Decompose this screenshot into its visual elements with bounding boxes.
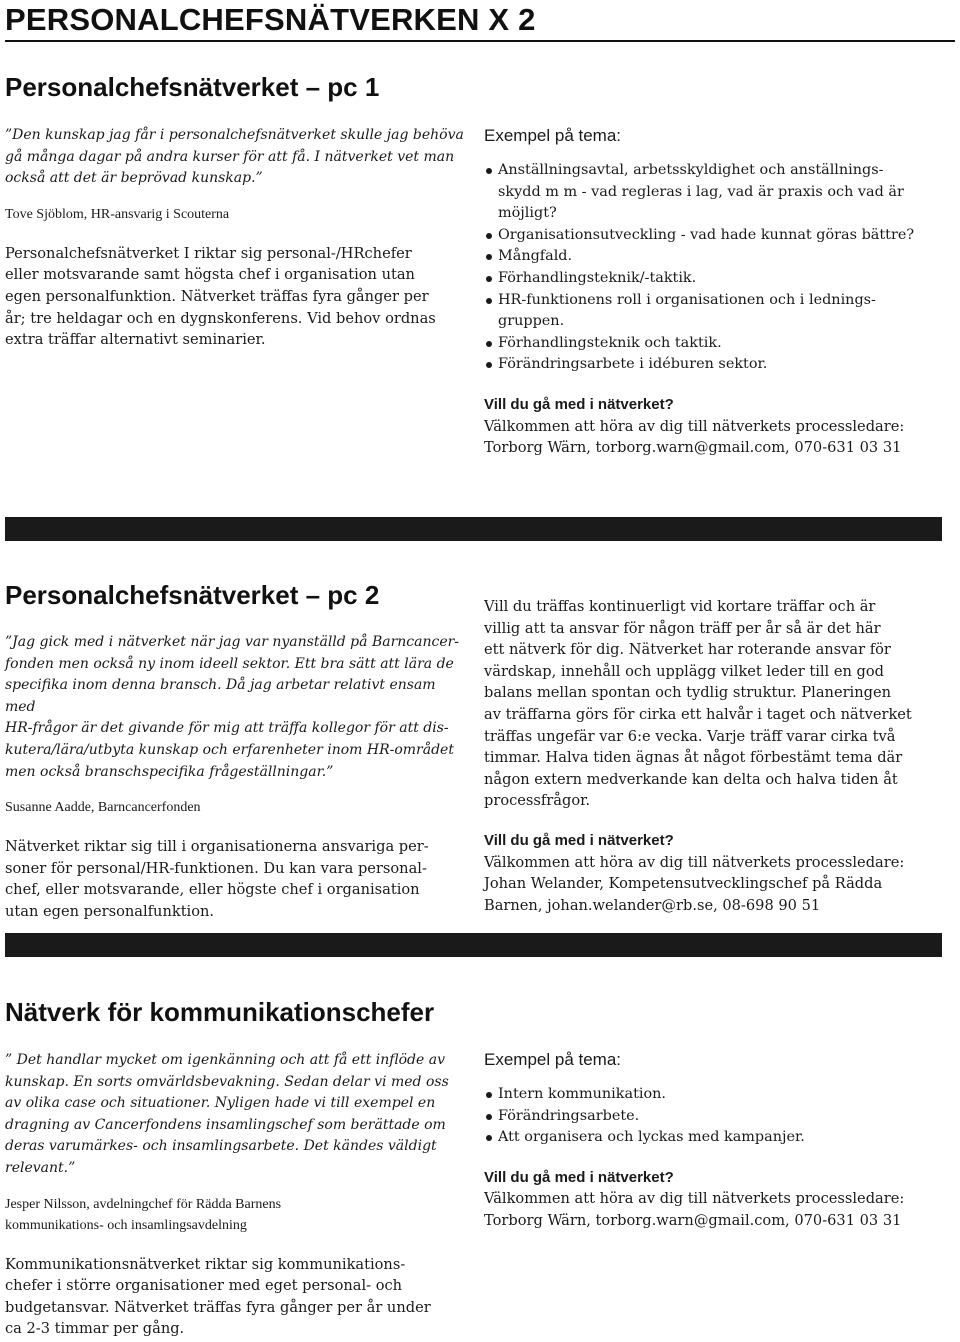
section-divider — [5, 933, 942, 957]
list-item: Anställningsavtal, arbetsskyldighet och anställnings- skydd m m - vad regleras i lag, vad är praxis och vad är möjligt? — [484, 160, 954, 225]
kom-join-contact: Välkommen att höra av dig till nätverkets processledare: Torborg Wärn, torborg.warn@gmail.com, 070-631 03 31 — [484, 1190, 905, 1229]
list-item: Förändringsarbete i idéburen sektor. — [484, 354, 954, 376]
pc2-left-column — [5, 632, 465, 923]
page-title: PERSONALCHEFSNÄTVERKEN X 2 — [5, 2, 955, 42]
pc1-join-question: Vill du gå med i nätverket? — [484, 395, 674, 413]
pc2-description: Nätverket riktar sig till i organisationerna ansvariga per- soner för personal/HR-funktionen. Du kan vara personal- chef, eller motsvarande, eller högste chef i organisation utan egen personalfunktion. — [5, 838, 429, 920]
pc1-right-column — [484, 126, 954, 459]
bullet-icon — [486, 1135, 492, 1141]
list-item: Intern kommunikation. — [484, 1084, 954, 1106]
section-divider — [5, 517, 942, 541]
list-item: Mångfald. — [484, 246, 954, 268]
bullet-icon — [486, 233, 492, 239]
pc2-right-column — [484, 596, 954, 916]
kom-attribution: Jesper Nilsson, avdelningchef för Rädda Barnens kommunikations- och insamlingsavdelning — [5, 1196, 282, 1233]
pc1-description: Personalchefsnätverket I riktar sig personal-/HRchefer eller motsvarande samt högsta chef i organisation utan egen personalfunktion. Nätverket träffas fyra gånger per år; tre heldagar och en dygnskonferens. Vid behov ordnas extra träffar alternativt seminarier. — [5, 244, 436, 349]
pc2-join-contact: Välkommen att höra av dig till nätverkets processledare: Johan Welander, Kompetensutvecklingschef på Rädda Barnen, johan.welander@rb.se, 08-698 90 51 — [484, 853, 905, 914]
section-title-kommunikation: Nätverk för kommunikationschefer — [5, 997, 435, 1027]
pc1-join-contact: Välkommen att höra av dig till nätverkets processledare: Torborg Wärn, torborg.warn@gmail.com, 070-631 03 31 — [484, 417, 905, 457]
kom-examples-heading: Exempel på tema: — [484, 1050, 622, 1069]
bullet-icon — [486, 1092, 492, 1098]
bullet-icon — [486, 362, 492, 368]
pc1-quote: ”Den kunskap jag får i personalchefsnätverket skulle jag behöva gå många dagar på andra kurser för att få. I nätverket vet man också att det är beprövad kunskap.” — [5, 127, 464, 187]
pc1-attribution: Tove Sjöblom, HR-ansvarig i Scouterna — [5, 206, 230, 222]
pc1-left-column — [5, 125, 465, 351]
kom-left-column — [5, 1050, 465, 1340]
kom-description: Kommunikationsnätverket riktar sig kommunikations- chefer i större organisationer med eget personal- och budgetansvar. Nätverket träffas fyra gånger per år under ca 2-3 timmar per gång. — [5, 1255, 431, 1338]
kom-examples-list — [484, 1084, 954, 1149]
bullet-icon — [486, 254, 492, 260]
bullet-icon — [486, 341, 492, 347]
bullet-icon — [486, 1114, 492, 1120]
section-title-pc1: Personalchefsnätverket – pc 1 — [5, 72, 380, 102]
list-item: Att organisera och lyckas med kampanjer. — [484, 1127, 954, 1149]
bullet-icon — [486, 276, 492, 282]
section-title-pc2: Personalchefsnätverket – pc 2 — [5, 580, 380, 610]
list-item: Förhandlingsteknik och taktik. — [484, 333, 954, 355]
kom-right-column — [484, 1050, 954, 1232]
kom-join-question: Vill du gå med i nätverket? — [484, 1168, 674, 1186]
pc2-info-text: Vill du träffas kontinuerligt vid kortare träffar och är villig att ta ansvar för någon träff per år så är det här ett nätverk för dig. Nätverket har roterande ansvar för värdskap, innehåll och upplägg vilket leder till en god balans mellan spontan och tydlig struktur. Planeringen av träffarna görs för cirka ett halvår i taget och nätverket träffas ungefär var 6:e vecka. Varje träff varar cirka två timmar. Halva tiden ägnas åt något förbestämt tema där någon extern medverkande kan delta och halva tiden åt processfrågor. — [484, 598, 912, 810]
kom-quote: ” Det handlar mycket om igenkänning och att få ett inflöde av kunskap. En sorts omvärldsbevakning. Sedan delar vi med oss av olika case och situationer. Nyligen hade vi till exempel en dragning av Cancerfondens insamlingschef som berättade om deras varumärkes- och insamlingsarbete. Det kändes väldigt relevant.” — [5, 1052, 449, 1176]
pc2-quote: ”Jag gick med i nätverket när jag var nyanställd på Barncancer- fonden men också ny inom ideell sektor. Ett bra sätt att lära de specifika inom denna bransch. Då jag arbetar relativt ensam med HR-frågor är det givande för mig att träffa kollegor för att dis- kutera/lära/utbyta kunskap och erfarenheter inom HR-området men också branschspecifika frågeställningar.” — [5, 634, 460, 780]
pc1-examples-heading: Exempel på tema: — [484, 126, 622, 145]
bullet-icon — [486, 298, 492, 304]
list-item: Förändringsarbete. — [484, 1106, 954, 1128]
pc2-join-question: Vill du gå med i nätverket? — [484, 831, 674, 849]
list-item: Förhandlingsteknik/-taktik. — [484, 268, 954, 290]
pc2-attribution: Susanne Aadde, Barncancerfonden — [5, 800, 201, 816]
bullet-icon — [486, 168, 492, 174]
pc1-examples-list — [484, 160, 954, 376]
list-item: Organisationsutveckling - vad hade kunnat göras bättre? — [484, 225, 954, 247]
list-item: HR-funktionens roll i organisationen och i lednings- gruppen. — [484, 290, 954, 333]
